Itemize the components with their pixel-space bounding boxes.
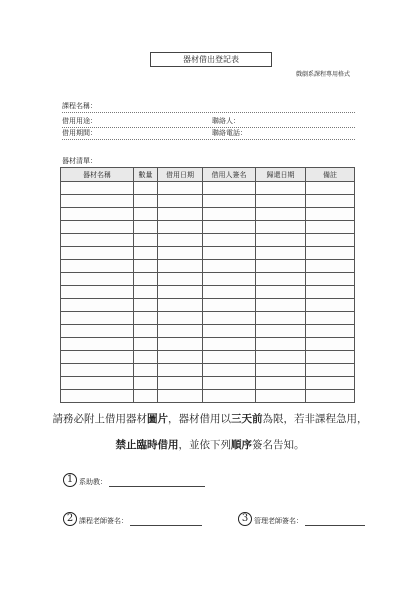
table-cell[interactable] — [134, 351, 158, 364]
table-cell[interactable] — [306, 234, 355, 247]
table-cell[interactable] — [203, 351, 256, 364]
table-cell[interactable] — [158, 286, 203, 299]
form-subtitle: 戲劇系課程專用格式 — [295, 71, 350, 78]
table-cell[interactable] — [61, 260, 134, 273]
table-cell[interactable] — [203, 377, 256, 390]
table-cell[interactable] — [203, 273, 256, 286]
table-cell[interactable] — [306, 247, 355, 260]
col-remarks: 備註 — [306, 168, 355, 182]
table-cell[interactable] — [61, 247, 134, 260]
table-cell[interactable] — [256, 312, 306, 325]
table-cell[interactable] — [256, 247, 306, 260]
table-cell[interactable] — [203, 234, 256, 247]
table-row — [61, 377, 355, 390]
table-cell[interactable] — [61, 182, 134, 195]
table-cell[interactable] — [306, 338, 355, 351]
table-cell[interactable] — [134, 312, 158, 325]
table-row — [61, 312, 355, 325]
signature-manager-teacher — [238, 512, 365, 526]
table-cell[interactable] — [134, 273, 158, 286]
table-row — [61, 351, 355, 364]
table-cell[interactable] — [61, 312, 134, 325]
signature-assistant — [63, 473, 205, 487]
table-cell[interactable] — [134, 325, 158, 338]
table-cell[interactable] — [61, 273, 134, 286]
table-cell[interactable] — [256, 377, 306, 390]
table-row — [61, 325, 355, 338]
table-cell[interactable] — [306, 260, 355, 273]
col-borrower-signature: 借用人簽名 — [203, 168, 256, 182]
table-row — [61, 338, 355, 351]
table-cell[interactable] — [158, 234, 203, 247]
table-row — [61, 182, 355, 195]
table-cell[interactable] — [203, 208, 256, 221]
table-row — [61, 247, 355, 260]
table-cell[interactable] — [134, 221, 158, 234]
table-cell[interactable] — [61, 338, 134, 351]
table-cell[interactable] — [61, 325, 134, 338]
signature-assistant-label: 系助教： — [79, 478, 107, 486]
table-cell[interactable] — [256, 351, 306, 364]
table-cell[interactable] — [256, 221, 306, 234]
table-cell[interactable] — [203, 286, 256, 299]
table-row — [61, 221, 355, 234]
table-row — [61, 234, 355, 247]
table-cell[interactable] — [256, 260, 306, 273]
table-cell[interactable] — [158, 273, 203, 286]
table-cell[interactable] — [61, 299, 134, 312]
table-cell[interactable] — [61, 377, 134, 390]
table-cell[interactable] — [256, 286, 306, 299]
table-row — [61, 364, 355, 377]
table-cell[interactable] — [158, 221, 203, 234]
table-cell[interactable] — [306, 208, 355, 221]
table-cell[interactable] — [306, 286, 355, 299]
table-cell[interactable] — [134, 299, 158, 312]
contact-phone-label: 聯絡電話： — [212, 129, 247, 137]
table-cell[interactable] — [158, 364, 203, 377]
table-cell[interactable] — [61, 364, 134, 377]
table-cell[interactable] — [134, 234, 158, 247]
signature-course-teacher-line[interactable] — [130, 517, 202, 526]
table-cell[interactable] — [134, 208, 158, 221]
table-cell[interactable] — [158, 390, 203, 403]
table-cell[interactable] — [306, 273, 355, 286]
period-row — [62, 128, 355, 140]
table-cell[interactable] — [134, 247, 158, 260]
table-cell[interactable] — [158, 260, 203, 273]
table-row — [61, 208, 355, 221]
table-cell[interactable] — [61, 286, 134, 299]
signature-assistant-line[interactable] — [109, 478, 205, 487]
table-cell[interactable] — [158, 325, 203, 338]
table-cell[interactable] — [158, 377, 203, 390]
table-cell[interactable] — [203, 221, 256, 234]
table-cell[interactable] — [158, 195, 203, 208]
table-cell[interactable] — [158, 247, 203, 260]
table-cell[interactable] — [203, 312, 256, 325]
table-cell[interactable] — [158, 312, 203, 325]
notice-line-1: 請務必附上借用器材圖片，器材借用以三天前為限，若非課程急用， — [52, 413, 368, 425]
table-cell[interactable] — [256, 208, 306, 221]
table-cell[interactable] — [134, 377, 158, 390]
table-row — [61, 299, 355, 312]
table-cell[interactable] — [256, 338, 306, 351]
period-label: 借用期間： — [62, 129, 97, 137]
col-borrow-date: 借用日期 — [158, 168, 203, 182]
table-cell[interactable] — [203, 364, 256, 377]
table-cell[interactable] — [134, 390, 158, 403]
signature-manager-teacher-label: 管理老師簽名： — [254, 517, 303, 525]
table-cell[interactable] — [306, 364, 355, 377]
table-cell[interactable] — [306, 377, 355, 390]
table-cell[interactable] — [203, 247, 256, 260]
table-row — [61, 260, 355, 273]
table-cell[interactable] — [203, 195, 256, 208]
table-cell[interactable] — [256, 234, 306, 247]
table-cell[interactable] — [306, 221, 355, 234]
equipment-table — [60, 167, 354, 403]
course-name-field — [62, 101, 355, 113]
table-cell[interactable] — [256, 364, 306, 377]
step-2-icon: 2 — [63, 512, 77, 526]
table-cell[interactable] — [158, 338, 203, 351]
table-cell[interactable] — [256, 273, 306, 286]
course-name-label: 課程名稱： — [62, 102, 97, 110]
notice-line-2: 禁止臨時借用，並依下列順序簽名告知。 — [115, 439, 305, 451]
table-cell[interactable] — [306, 351, 355, 364]
table-cell[interactable] — [256, 299, 306, 312]
col-quantity: 數量 — [134, 168, 158, 182]
signature-manager-teacher-line[interactable] — [305, 517, 365, 526]
table-cell[interactable] — [306, 390, 355, 403]
col-return-date: 歸還日期 — [256, 168, 306, 182]
table-cell[interactable] — [158, 182, 203, 195]
table-cell[interactable] — [203, 390, 256, 403]
table-cell[interactable] — [134, 182, 158, 195]
table-cell[interactable] — [134, 338, 158, 351]
table-cell[interactable] — [134, 364, 158, 377]
table-cell[interactable] — [306, 182, 355, 195]
form-title: 器材借出登記表 — [150, 52, 272, 67]
step-3-icon: 3 — [238, 512, 252, 526]
purpose-row — [62, 116, 355, 128]
table-cell[interactable] — [134, 195, 158, 208]
table-cell[interactable] — [203, 260, 256, 273]
table-cell[interactable] — [306, 325, 355, 338]
table-cell[interactable] — [61, 234, 134, 247]
table-row — [61, 273, 355, 286]
table-cell[interactable] — [61, 351, 134, 364]
col-equipment-name: 器材名稱 — [61, 168, 134, 182]
table-cell[interactable] — [306, 195, 355, 208]
table-cell[interactable] — [256, 195, 306, 208]
table-cell[interactable] — [256, 325, 306, 338]
step-1-icon: 1 — [63, 473, 77, 487]
table-cell[interactable] — [306, 312, 355, 325]
purpose-label: 借用用途： — [62, 117, 97, 125]
table-cell[interactable] — [61, 208, 134, 221]
contact-person-label: 聯絡人： — [212, 117, 240, 125]
table-row — [61, 286, 355, 299]
signature-course-teacher — [63, 512, 202, 526]
table-cell[interactable] — [203, 299, 256, 312]
signature-course-teacher-label: 課程老師簽名： — [79, 517, 128, 525]
table-cell[interactable] — [158, 299, 203, 312]
table-row — [61, 390, 355, 403]
table-cell[interactable] — [256, 182, 306, 195]
table-cell[interactable] — [256, 390, 306, 403]
table-row — [61, 195, 355, 208]
table-cell[interactable] — [134, 286, 158, 299]
table-cell[interactable] — [203, 182, 256, 195]
table-cell[interactable] — [306, 299, 355, 312]
table-cell[interactable] — [61, 195, 134, 208]
table-cell[interactable] — [134, 260, 158, 273]
table-cell[interactable] — [158, 208, 203, 221]
table-cell[interactable] — [158, 351, 203, 364]
table-header-row — [61, 168, 355, 182]
table-cell[interactable] — [61, 390, 134, 403]
equipment-list-label: 器材清單： — [62, 157, 97, 165]
table-cell[interactable] — [61, 221, 134, 234]
table-cell[interactable] — [203, 338, 256, 351]
table-cell[interactable] — [203, 325, 256, 338]
